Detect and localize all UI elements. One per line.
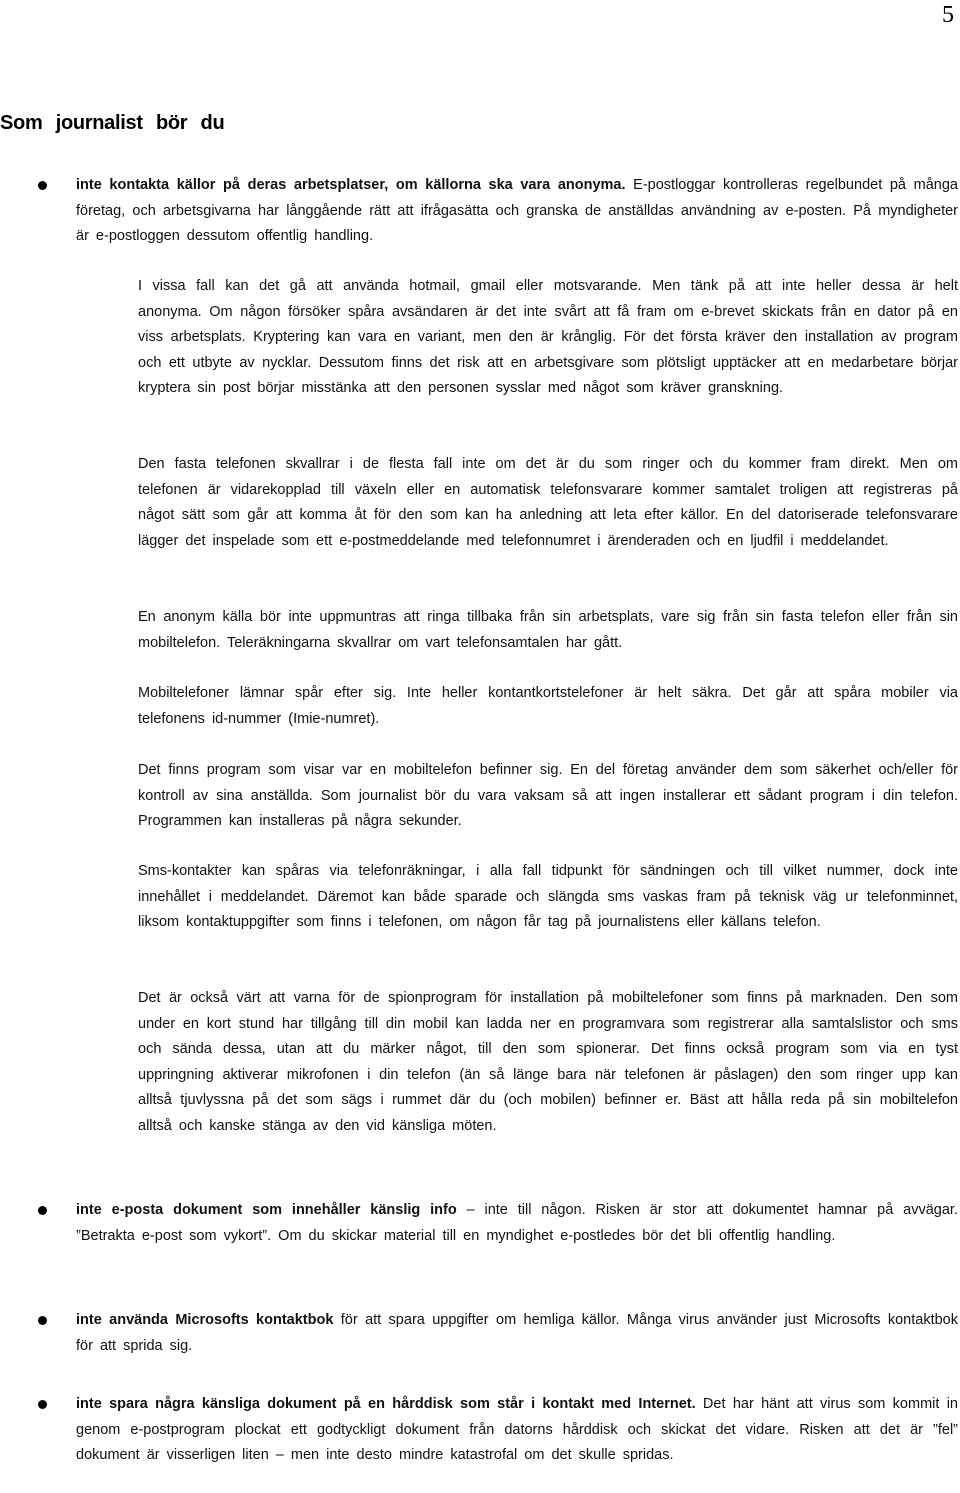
bullet-3-text: för att spara uppgifter om hemliga källor. Många virus använder just Microsofts kontaktbok för att sprida sig. xyxy=(76,1312,958,1354)
section-heading: Som journalist bör du xyxy=(0,112,225,134)
paragraph-4: Mobiltelefoner lämnar spår efter sig. Inte heller kontantkortstelefoner är helt säkra. Det går att spåra mobiler via telefonens id-nummer (Imie-numret). xyxy=(138,685,958,727)
bullet-dot xyxy=(38,181,47,190)
bullet-4-bold: inte spara några känsliga dokument på en hårddisk som står i kontakt med Internet. xyxy=(76,1396,696,1412)
page-number: 5 xyxy=(942,2,954,28)
bullet-dot xyxy=(38,1206,47,1215)
paragraph-5: Det finns program som visar var en mobiltelefon befinner sig. En del företag använder dem som säkerhet och/eller för kontroll av sina anställda. Som journalist bör du vara vaksam så att ingen installerar ett sådant program i din telefon. Programmen kan installeras på några sekunder. xyxy=(138,762,958,829)
bullet-item-2 xyxy=(76,1198,958,1249)
bullet-dot xyxy=(38,1316,47,1325)
bullet-3-bold: inte använda Microsofts kontaktbok xyxy=(76,1312,334,1328)
bullet-item-3 xyxy=(76,1308,958,1359)
bullet-2-bold: inte e-posta dokument som innehåller känslig info xyxy=(76,1202,457,1218)
bullet-item-1 xyxy=(76,173,958,250)
paragraph-3: En anonym källa bör inte uppmuntras att ringa tillbaka från sin arbetsplats, vare sig från sin fasta telefon eller från sin mobiltelefon. Teleräkningarna skvallrar om vart telefonsamtalen har gått. xyxy=(138,609,958,651)
bullet-1-text: E-postloggar kontrolleras regelbundet på många företag, och arbetsgivarna har långgående rätt att ifrågasätta och granska de anställdas användning av e-posten. På myndigheter är e-postloggen dessutom offentlig handling. xyxy=(76,177,958,244)
bullet-item-4 xyxy=(76,1392,958,1469)
paragraph-7: Det är också värt att varna för de spionprogram för installation på mobiltelefoner som finns på marknaden. Den som under en kort stund har tillgång till din mobil kan ladda ner en programvara som registrerar alla samtalslistor och sms och sända dessa, utan att du märker något, till den som spionerar. Det finns också program som via en tyst uppringning aktiverar mikrofonen i din telefon (än så länge bara när telefonen är påslagen) den som ringer upp kan alltså tjuvlyssna på det som sägs i rummet där du (och mobilen) befinner er. Bäst att hålla reda på sin mobiltelefon alltså och kanske stänga av den vid känsliga möten. xyxy=(138,990,958,1134)
bullet-1-bold: inte kontakta källor på deras arbetsplatser, om källorna ska vara anonyma. xyxy=(76,177,626,193)
bullet-2-text: – inte till någon. Risken är stor att dokumentet hamnar på avvägar. ”Betrakta e-post som vykort”. Om du skickar material till en myndighet e-postledes bör det bli offentlig handling. xyxy=(76,1202,958,1244)
bullet-dot xyxy=(38,1400,47,1409)
paragraph-1: I vissa fall kan det gå att använda hotmail, gmail eller motsvarande. Men tänk på att inte heller dessa är helt anonyma. Om någon försöker spåra avsändaren är det inte svårt att få fram om e-brevet skickats från en dator på en viss arbetsplats. Kryptering kan vara en variant, men den är krånglig. För det första kräver den installation av program och ett utbyte av nycklar. Dessutom finns det risk att en arbetsgivare som plötsligt upptäcker att en medarbetare börjar kryptera sin post börjar misstänka att den personen sysslar med något som kräver granskning. xyxy=(138,278,958,396)
bullet-4-text: Det har hänt att virus som kommit in genom e-postprogram plockat ett godtyckligt dokument från datorns hårddisk och skickat det vidare. Risken att det är ”fel” dokument är visserligen liten – men inte desto mindre katastrofal om det skulle spridas. xyxy=(76,1396,958,1463)
paragraph-6: Sms-kontakter kan spåras via telefonräkningar, i alla fall tidpunkt för sändningen och till vilket nummer, dock inte innehållet i meddelandet. Däremot kan både sparade och slängda sms vaskas fram på teknisk väg ur telefonminnet, liksom kontaktuppgifter som finns i telefonen, om någon får tag på journalistens eller källans telefon. xyxy=(138,863,958,930)
paragraph-2: Den fasta telefonen skvallrar i de flesta fall inte om det är du som ringer och du kommer fram direkt. Men om telefonen är vidarekopplad till växeln eller en automatisk telefonsvarare kommer samtalet troligen att registreras på något sätt som går att komma åt för den som kan ha anledning att leta efter källor. En del datoriserade telefonsvarare lägger det inspelade som ett e-postmeddelande med telefonnumret i ärenderaden och en ljudfil i meddelandet. xyxy=(138,456,958,549)
